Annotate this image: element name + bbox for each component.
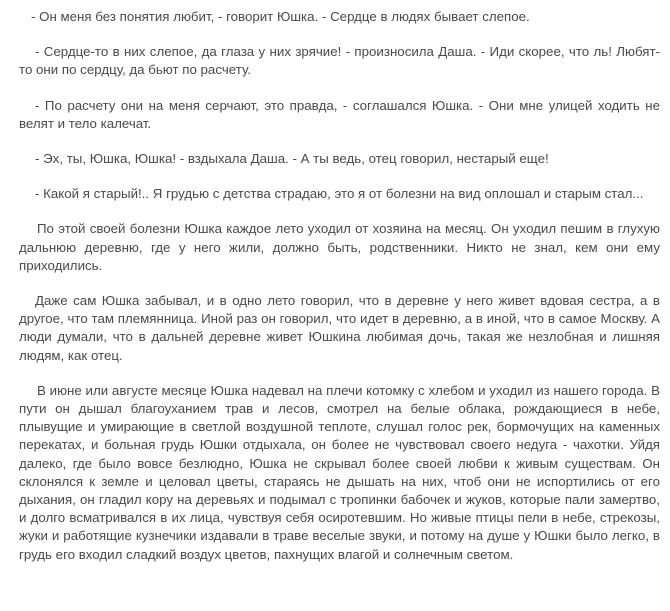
paragraph-5: - Какой я старый!.. Я грудью с детства страдаю, это я от болезни на вид оплошал и старым стал... (35, 186, 644, 202)
paragraph-8: В июне или августе месяце Юшка надевал на плечи котомку с хлебом и уходил из нашего города. В пути он дышал благоуханием трав и лесов, смотрел на белые облака, рождающиеся в небе, плывущие и умирающие в светлой воздушной теплоте, слушал голос рек, бормочущих на каменных перекатах, и больная грудь Юшки отдыхала, он более не чувствовал своего недуга - чахотки. Уйдя далеко, где было вовсе безлюдно, Юшка не скрывал более своей любви к живым существам. Он склонялся к земле и целовал цветы, стараясь не дышать на них, чтоб они не испортились от его дыхания, он гладил кору на деревьях и подымал с тропинки бабочек и жуков, которые пали замертво, и долго всматривался в их лица, чувствуя себя осиротевшим. Но живые птицы пели в небе, стрекозы, жуки и работящие кузнечики издавали в траве веселые звуки, и потому на душе у Юшки было легко, в грудь его входил сладкий воздух цветов, пахнущих влагой и солнечным светом. (19, 382, 660, 562)
paragraph-2: - Сердце-то в них слепое, да глаза у них зрячие! - произносила Даша. - Иди скорее, что ль! Любят-то они по сердцу, да бьют по расчету. (19, 44, 660, 78)
paragraph-1: - Он меня без понятия любит, - говорит Юшка. - Сердце в людях бывает слепое. (31, 9, 530, 24)
paragraph-7: Даже сам Юшка забывал, и в одно лето говорил, что в деревне у него живет вдовая сестра, а в другое, что там племянница. Иной раз он говорил, что идет в деревню, а в иной, что в самое Москву. А люди думали, что в дальней деревне живет Юшкина любимая дочь, такая же незлобная и лишняя людям, как отец. (19, 293, 660, 363)
paragraph-6: По этой своей болезни Юшка каждое лето уходил от хозяина на месяц. Он уходил пешим в глухую дальнюю деревню, где у него жили, должно быть, родственники. Никто не знал, кем они ему приходились. (19, 221, 660, 273)
paragraph-3: - По расчету они на меня серчают, это правда, - соглашался Юшка. - Они мне улицей ходить не велят и тело калечат. (19, 97, 660, 131)
paragraph-4: - Эх, ты, Юшка, Юшка! - вздыхала Даша. - А ты ведь, отец говорил, нестарый еще! (35, 151, 549, 167)
